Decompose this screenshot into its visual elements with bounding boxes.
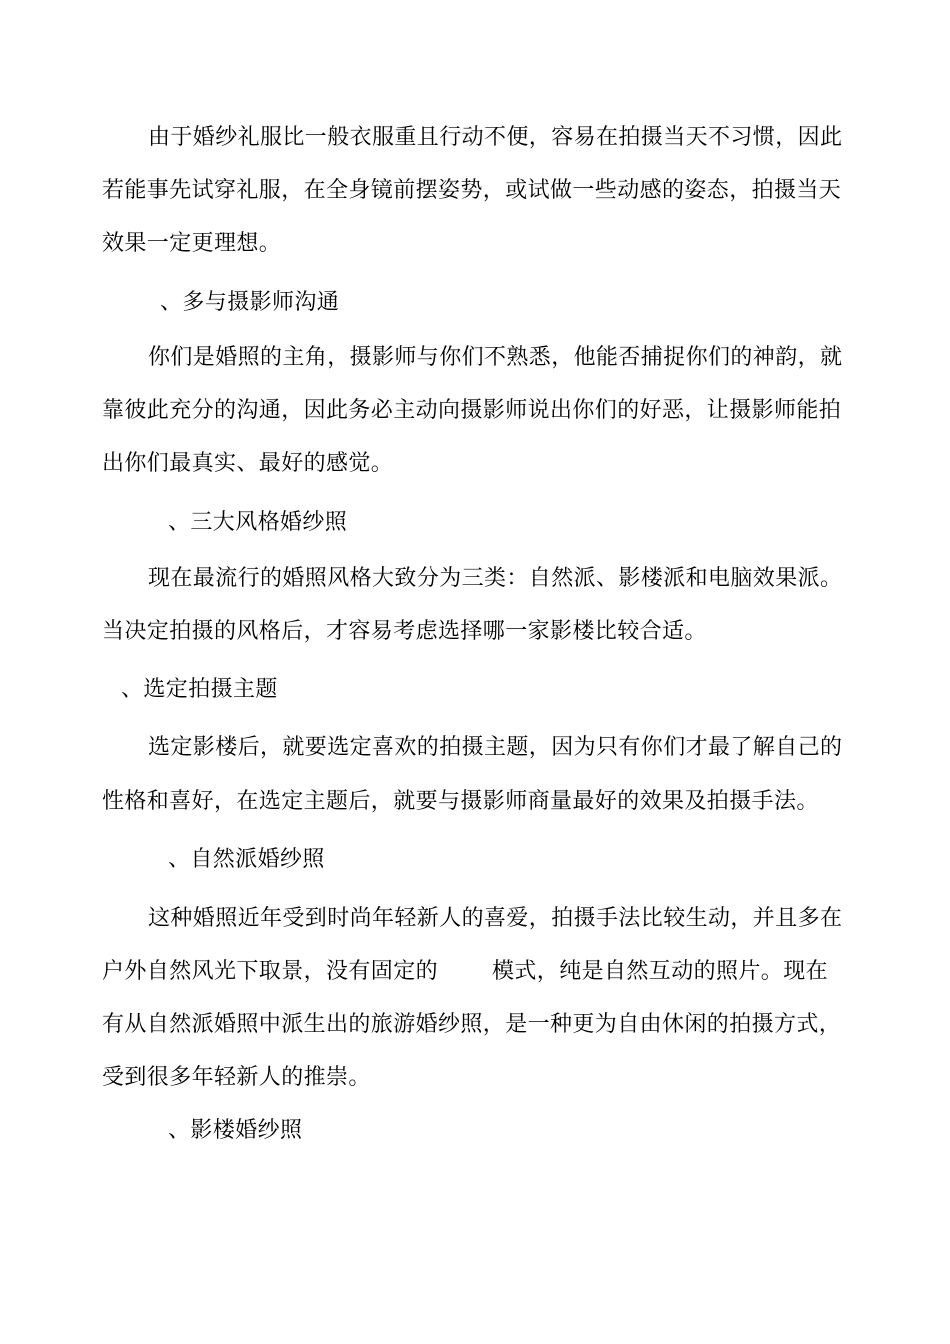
section-heading-communicate: 、多与摄影师沟通 [160,290,340,315]
paragraph-2-line-1: 你们是婚照的主角，摄影师与你们不熟悉，他能否捕捉你们的神韵，就 [148,345,843,370]
paragraph-3-line-2: 当决定拍摄的风格后，才容易考虑选择哪一家影楼比较合适。 [102,619,707,644]
section-heading-three-styles: 、三大风格婚纱照 [168,510,348,535]
section-heading-studio: 、影楼婚纱照 [168,1118,303,1143]
paragraph-2-line-3: 出你们最真实、最好的感觉。 [102,451,394,476]
paragraph-1-line-1: 由于婚纱礼服比一般衣服重且行动不便，容易在拍摄当天不习惯，因此 [148,125,843,150]
paragraph-5-line-2b: 模式，纯是自然互动的照片。现在 [492,959,829,984]
paragraph-4-line-1: 选定影楼后，就要选定喜欢的拍摄主题，因为只有你们才最了解自己的 [148,735,843,760]
paragraph-5-line-2a: 户外自然风光下取景，没有固定的 [102,959,439,984]
section-heading-natural: 、自然派婚纱照 [168,847,325,872]
paragraph-5-line-4: 受到很多年轻新人的推崇。 [102,1065,371,1090]
paragraph-4-line-2: 性格和喜好，在选定主题后，就要与摄影师商量最好的效果及拍摄手法。 [102,789,819,814]
paragraph-5-line-1: 这种婚照近年受到时尚年轻新人的喜爱，拍摄手法比较生动，并且多在 [148,906,843,931]
paragraph-3-line-1: 现在最流行的婚照风格大致分为三类：自然派、影楼派和电脑效果派。 [148,566,843,591]
paragraph-1-line-3: 效果一定更理想。 [102,231,282,256]
section-heading-theme: 、选定拍摄主题 [121,677,278,702]
paragraph-5-line-3: 有从自然派婚照中派生出的旅游婚纱照，是一种更为自由休闲的拍摄方式， [102,1012,842,1037]
paragraph-2-line-2: 靠彼此充分的沟通，因此务必主动向摄影师说出你们的好恶，让摄影师能拍 [102,398,842,423]
paragraph-1-line-2: 若能事先试穿礼服，在全身镜前摆姿势，或试做一些动感的姿态，拍摄当天 [102,178,842,203]
